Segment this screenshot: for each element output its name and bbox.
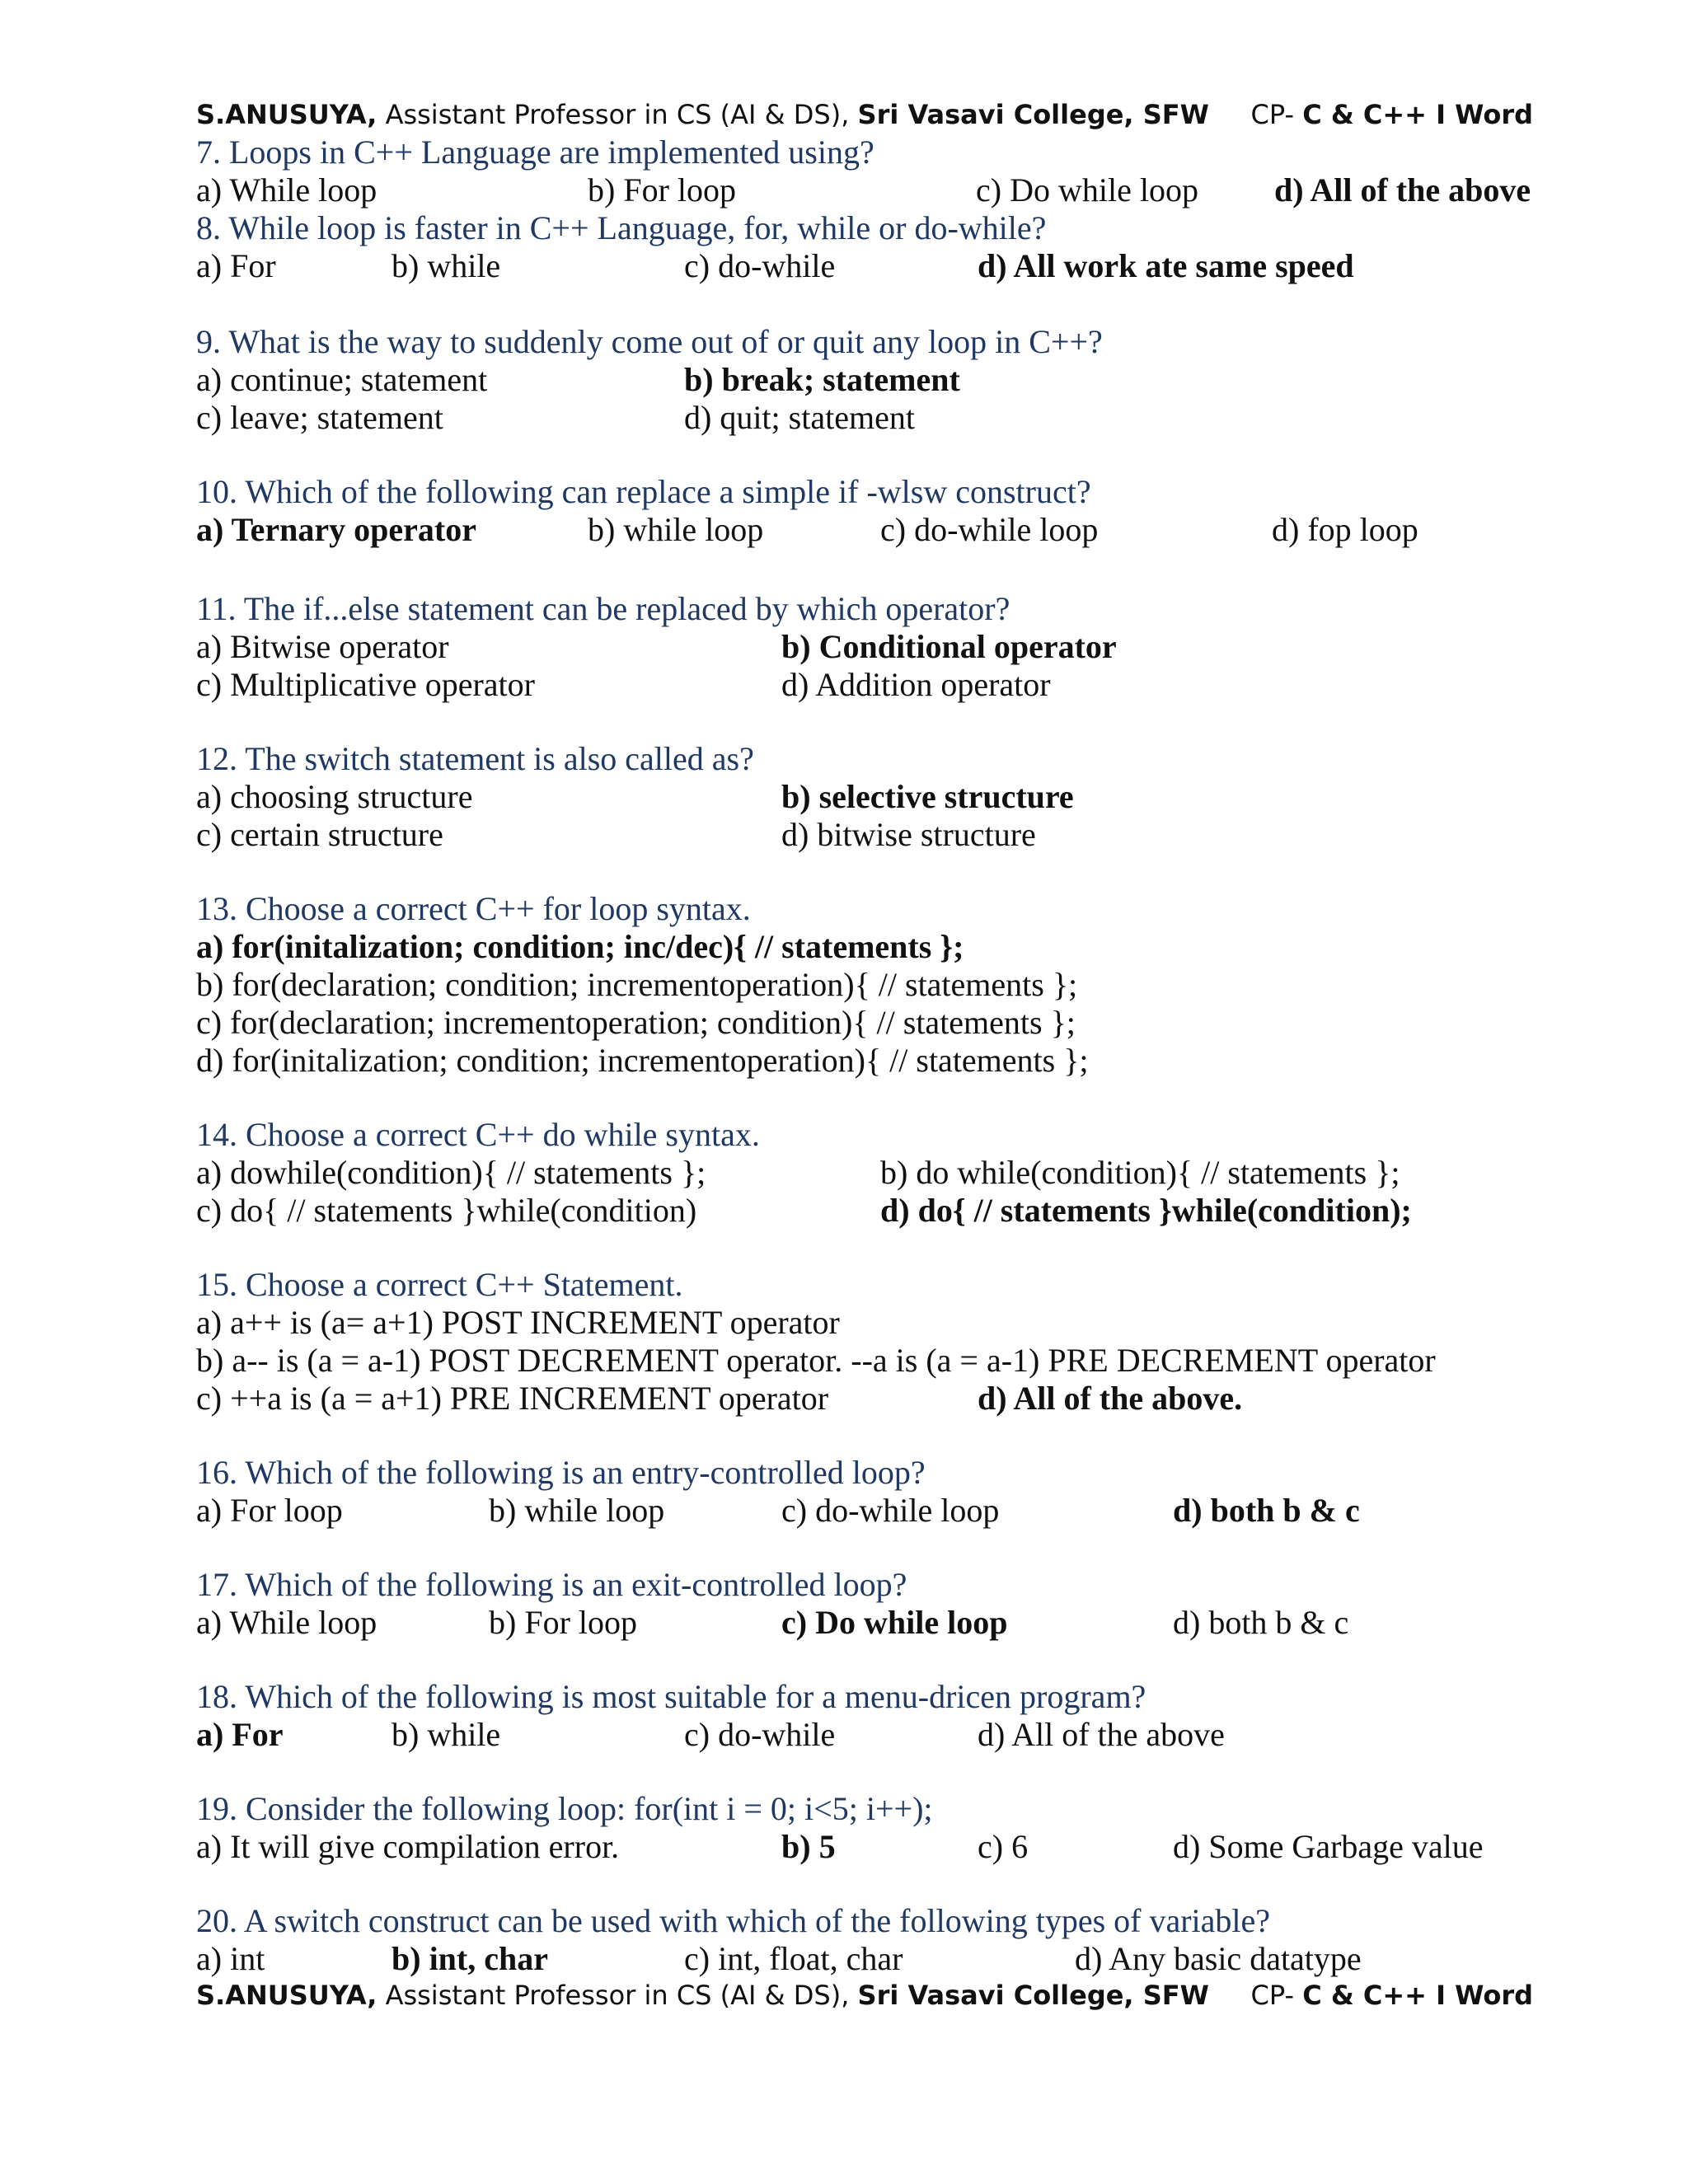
page-header [196,99,1533,135]
option-11a: a) Bitwise operator [196,628,449,665]
option-17b: b) For loop [489,1604,637,1641]
option-19c: c) 6 [978,1828,1029,1865]
header-author: S.ANUSUYA, [196,99,377,130]
option-19b: b) 5 [781,1828,836,1865]
option-7c: c) Do while loop [976,171,1198,209]
header-course: C & C++ I Word [1302,99,1533,130]
question-8: 8. While loop is faster in C++ Language, for, while or do-while? [196,209,1047,246]
question-15: 15. Choose a correct C++ Statement. [196,1266,683,1303]
option-7a: a) While loop [196,171,377,209]
question-20: 20. A switch construct can be used with which of the following types of variable? [196,1902,1271,1939]
header-course-prefix: CP- [1250,99,1303,130]
option-13b: b) for(declaration; condition; incrementoperation){ // statements }; [196,966,1078,1003]
option-15a: a) a++ is (a= a+1) POST INCREMENT operator [196,1304,840,1341]
footer-course-prefix: CP- [1250,1980,1303,2011]
question-10: 10. Which of the following can replace a simple if -wlsw construct? [196,473,1091,510]
option-7b: b) For loop [588,171,736,209]
option-11d: d) Addition operator [781,666,1051,703]
footer-course: C & C++ I Word [1302,1980,1533,2011]
question-17: 17. Which of the following is an exit-controlled loop? [196,1566,907,1603]
question-19: 19. Consider the following loop: for(int i = 0; i<5; i++); [196,1790,933,1827]
option-20d: d) Any basic datatype [1075,1940,1362,1977]
page-footer [196,1980,1533,2016]
question-12: 12. The switch statement is also called as? [196,740,754,777]
option-12a: a) choosing structure [196,778,473,815]
option-14c: c) do{ // statements }while(condition) [196,1192,697,1229]
question-7: 7. Loops in C++ Language are implemented using? [196,134,874,171]
option-9c: c) leave; statement [196,399,443,436]
footer-author: S.ANUSUYA, [196,1980,377,2011]
option-20c: c) int, float, char [684,1940,903,1977]
option-15d: d) All of the above. [978,1380,1243,1417]
option-8c: c) do-while [684,247,836,284]
question-9: 9. What is the way to suddenly come out of or quit any loop in C++? [196,323,1103,360]
option-12d: d) bitwise structure [781,816,1036,853]
option-15c: c) ++a is (a = a+1) PRE INCREMENT operator [196,1380,829,1417]
question-11: 11. The if...else statement can be replaced by which operator? [196,590,1010,627]
footer-college: Sri Vasavi College, SFW [857,1980,1209,2011]
option-12c: c) certain structure [196,816,443,853]
option-10c: c) do-while loop [880,511,1099,548]
option-10a: a) Ternary operator [196,511,476,548]
option-11b: b) Conditional operator [781,628,1117,665]
option-13a: a) for(initalization; condition; inc/dec){ // statements }; [196,928,964,965]
option-20a: a) int [196,1940,265,1977]
header-right [1251,99,1533,130]
option-9a: a) continue; statement [196,361,488,398]
option-12b: b) selective structure [781,778,1074,815]
option-18b: b) while [392,1716,501,1753]
footer-left [196,1980,1209,2011]
option-20b: b) int, char [392,1940,548,1977]
option-14b: b) do while(condition){ // statements }; [880,1154,1400,1191]
footer-right [1251,1980,1533,2011]
question-18: 18. Which of the following is most suitable for a menu-dricen program? [196,1678,1146,1715]
option-8d: d) All work ate same speed [978,247,1354,284]
option-16d: d) both b & c [1173,1492,1360,1529]
option-9d: d) quit; statement [684,399,915,436]
option-18d: d) All of the above [978,1716,1225,1753]
option-16a: a) For loop [196,1492,343,1529]
option-19a: a) It will give compilation error. [196,1828,620,1865]
option-17c: c) Do while loop [781,1604,1008,1641]
option-9b: b) break; statement [684,361,960,398]
option-13c: c) for(declaration; incrementoperation; condition){ // statements }; [196,1004,1076,1041]
option-16b: b) while loop [489,1492,665,1529]
option-18c: c) do-while [684,1716,836,1753]
option-14a: a) dowhile(condition){ // statements }; [196,1154,706,1191]
header-college: Sri Vasavi College, SFW [857,99,1209,130]
header-role: Assistant Professor in CS (AI & DS), [377,99,858,130]
option-14d: d) do{ // statements }while(condition); [880,1192,1412,1229]
question-13: 13. Choose a correct C++ for loop syntax. [196,890,751,927]
option-17a: a) While loop [196,1604,377,1641]
option-10b: b) while loop [588,511,764,548]
option-19d: d) Some Garbage value [1173,1828,1484,1865]
option-8b: b) while [392,247,501,284]
option-8a: a) For [196,247,276,284]
option-7d: d) All of the above [1274,171,1531,209]
question-14: 14. Choose a correct C++ do while syntax. [196,1116,760,1153]
option-15b: b) a-- is (a = a-1) POST DECREMENT operator. --a is (a = a-1) PRE DECREMENT operator [196,1342,1436,1379]
option-16c: c) do-while loop [781,1492,1000,1529]
header-left [196,99,1209,130]
option-11c: c) Multiplicative operator [196,666,535,703]
option-17d: d) both b & c [1173,1604,1349,1641]
option-13d: d) for(initalization; condition; incrementoperation){ // statements }; [196,1042,1089,1079]
question-16: 16. Which of the following is an entry-controlled loop? [196,1454,926,1491]
footer-role: Assistant Professor in CS (AI & DS), [377,1980,858,2011]
option-10d: d) fop loop [1272,511,1418,548]
option-18a: a) For [196,1716,284,1753]
